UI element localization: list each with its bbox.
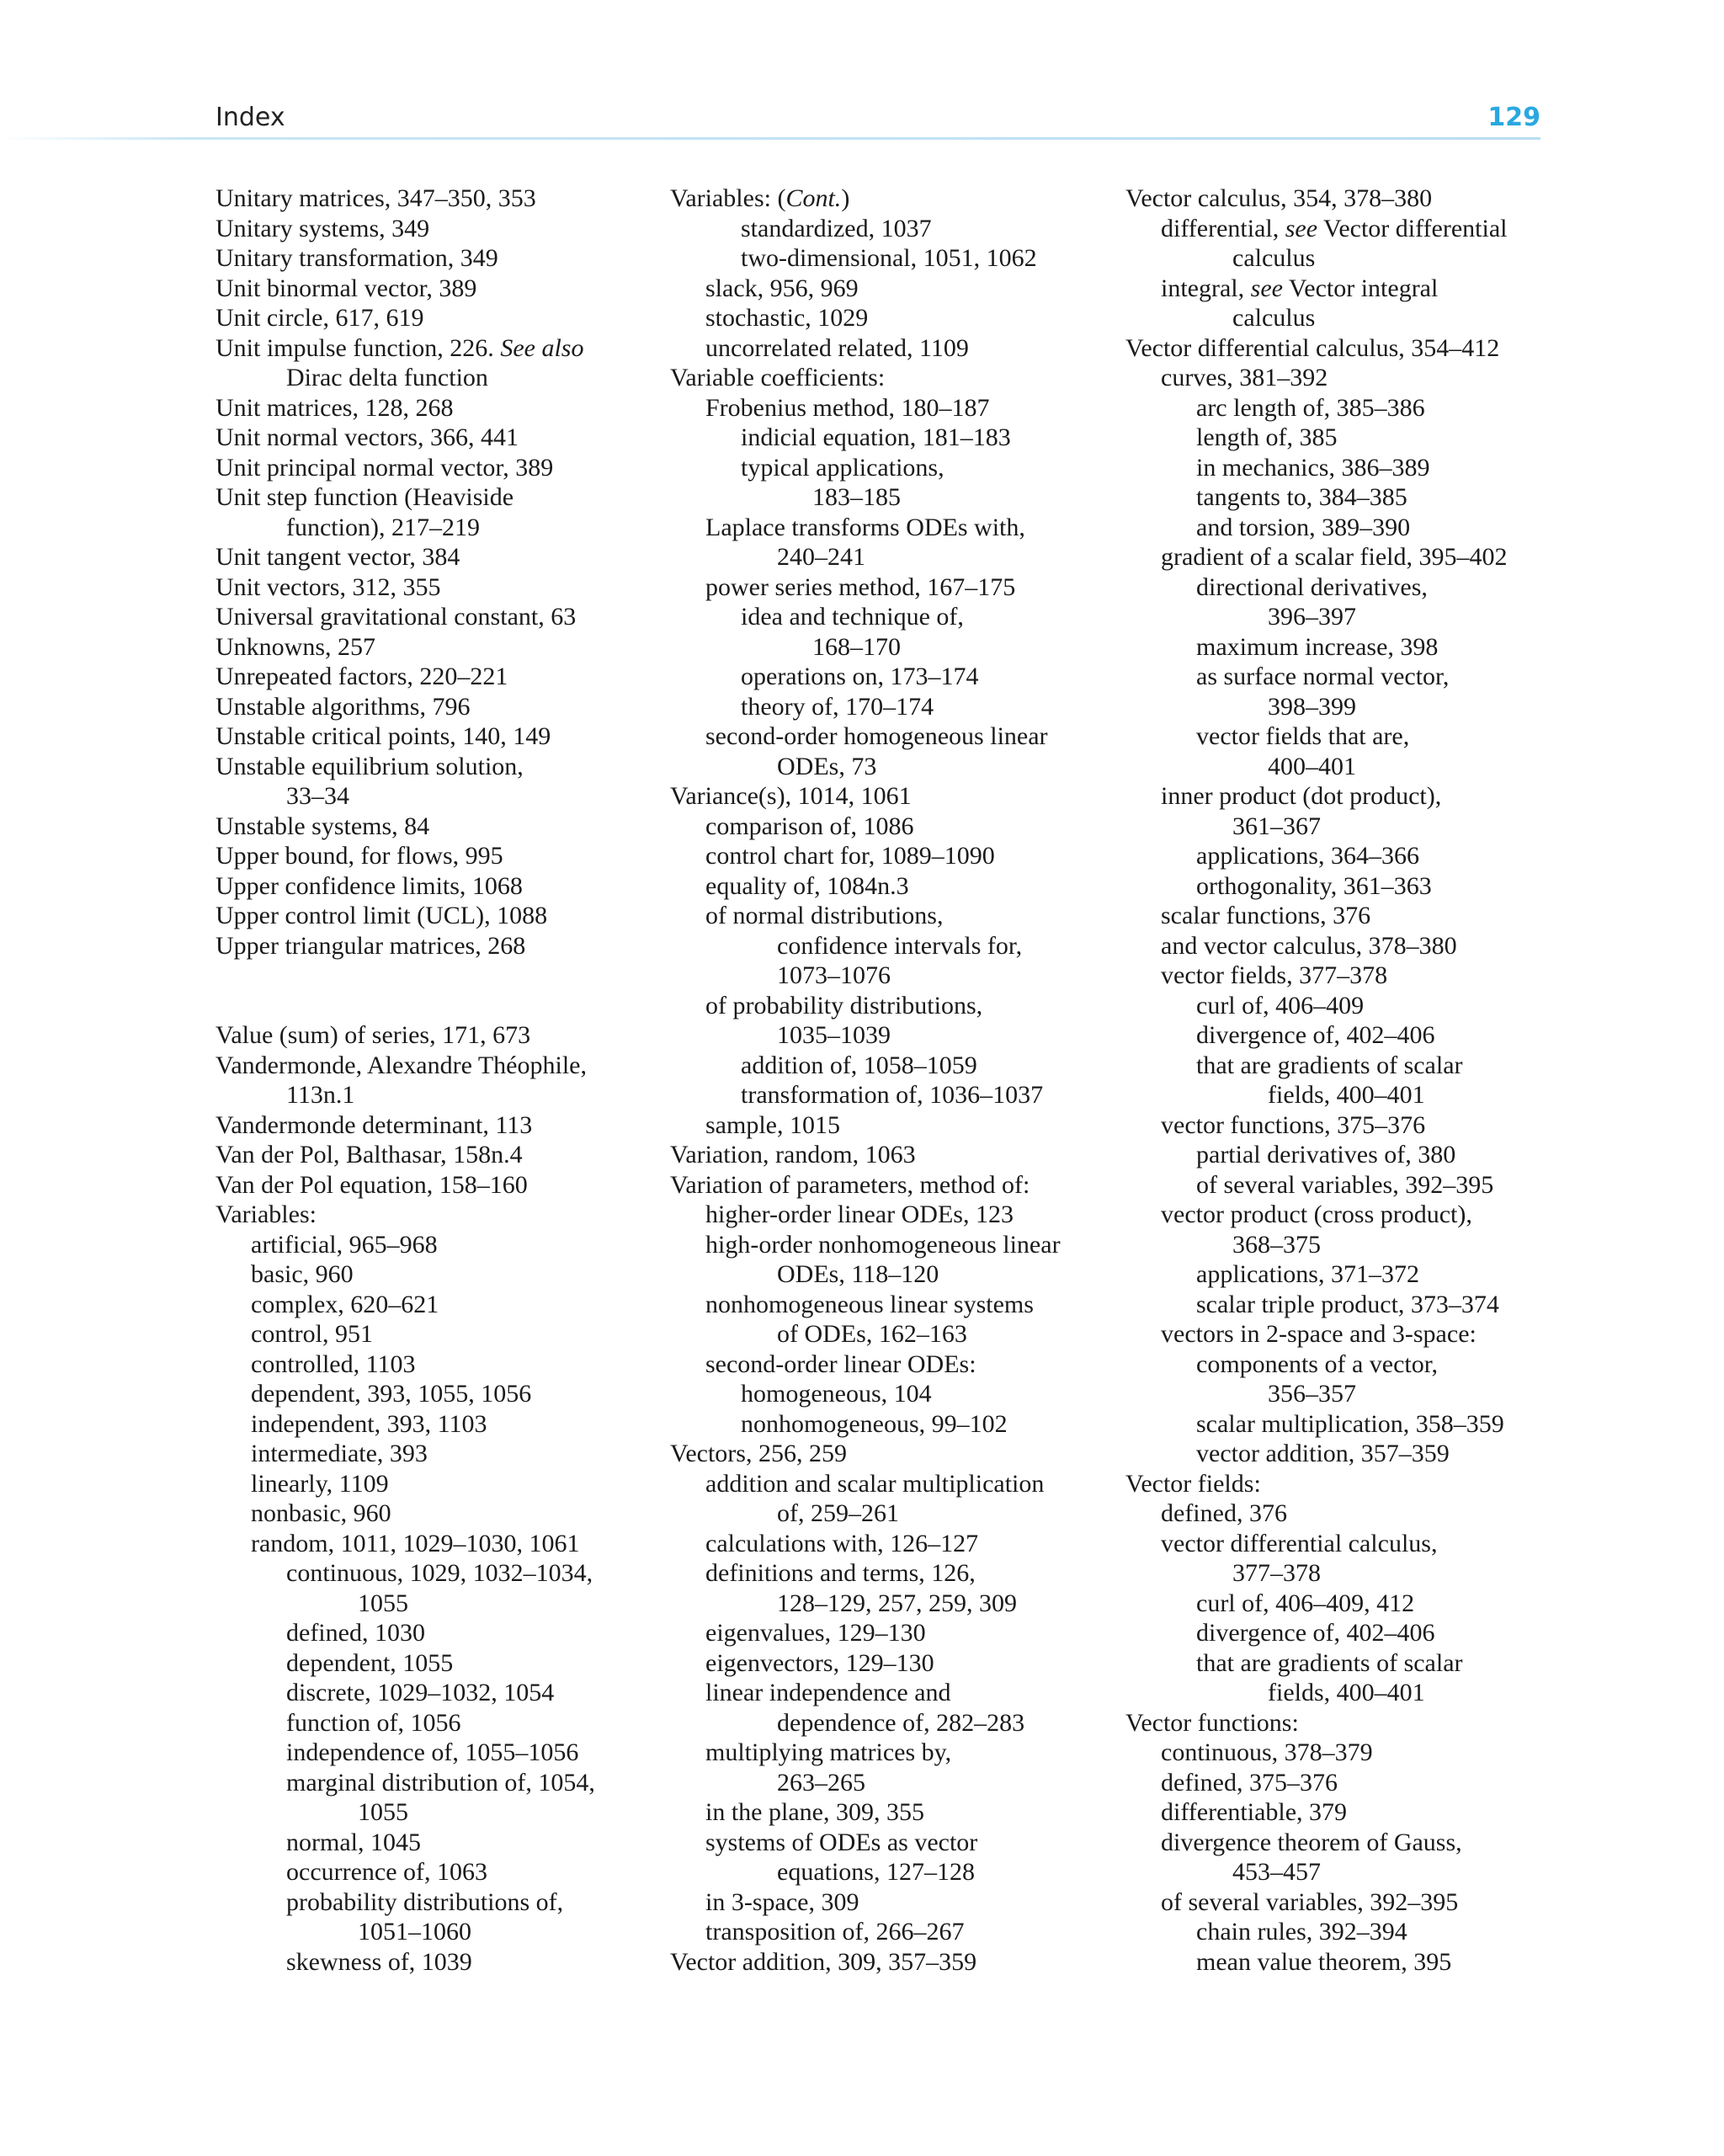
index-subentry: occurrence of, 1063	[286, 1858, 488, 1886]
index-subentry: typical applications,	[741, 453, 944, 482]
index-subentry: 368–375	[1232, 1230, 1321, 1259]
index-subentry: 183–185	[812, 483, 901, 511]
index-entry: Unstable systems, 84	[216, 812, 430, 840]
index-subentry: Frobenius method, 180–187	[705, 393, 990, 422]
index-subentry: length of, 385	[1196, 423, 1338, 451]
index-subentry: defined, 375–376	[1161, 1768, 1338, 1797]
index-subentry: of ODEs, 162–163	[777, 1320, 967, 1348]
index-subentry: independent, 393, 1103	[251, 1409, 487, 1438]
index-subentry: controlled, 1103	[251, 1349, 416, 1378]
index-subentry: continuous, 378–379	[1161, 1738, 1373, 1766]
blank-line	[216, 961, 653, 991]
index-entry: Unit tangent vector, 384	[216, 543, 460, 571]
entry-text: Vector integral	[1282, 274, 1439, 302]
index-column-1	[216, 184, 653, 1977]
index-subentry: that are gradients of scalar	[1196, 1051, 1463, 1079]
index-subentry: vectors in 2-space and 3-space:	[1161, 1320, 1477, 1348]
index-entry: Vector calculus, 354, 378–380	[1125, 184, 1433, 212]
index-entry: Universal gravitational constant, 63	[216, 603, 577, 631]
index-subentry: 361–367	[1232, 812, 1321, 840]
index-entry: Variation of parameters, method of:	[670, 1170, 1030, 1199]
index-entry: Unstable critical points, 140, 149	[216, 722, 551, 750]
index-subentry: 1055	[358, 1798, 408, 1826]
index-subentry: defined, 376	[1161, 1499, 1287, 1527]
index-entry: Unit vectors, 312, 355	[216, 572, 441, 601]
index-subentry: sample, 1015	[705, 1110, 840, 1139]
index-subentry: and torsion, 389–390	[1196, 513, 1411, 541]
index-subentry: second-order linear ODEs:	[705, 1349, 976, 1378]
index-subentry: continuous, 1029, 1032–1034,	[286, 1559, 593, 1587]
index-subentry: dependent, 393, 1055, 1056	[251, 1380, 532, 1408]
index-subentry: orthogonality, 361–363	[1196, 871, 1432, 900]
index-entry: Unitary matrices, 347–350, 353	[216, 184, 536, 212]
index-subentry: function of, 1056	[286, 1708, 461, 1737]
index-subentry: vector functions, 375–376	[1161, 1110, 1426, 1139]
index-subentry: linearly, 1109	[251, 1469, 389, 1498]
index-subentry: nonbasic, 960	[251, 1499, 391, 1527]
index-entry: Upper bound, for flows, 995	[216, 842, 503, 870]
index-subentry: in 3-space, 309	[705, 1887, 859, 1916]
index-entry: Unrepeated factors, 220–221	[216, 663, 508, 690]
index-subentry: discrete, 1029–1032, 1054	[286, 1679, 555, 1706]
entry-text: differential,	[1161, 214, 1285, 242]
index-subentry: of probability distributions,	[705, 991, 983, 1019]
index-subentry: vector fields, 377–378	[1161, 961, 1388, 989]
index-entry: Unstable algorithms, 796	[216, 692, 471, 721]
index-subentry: inner product (dot product),	[1161, 782, 1442, 810]
index-subentry: 33–34	[286, 782, 349, 810]
index-entry: Value (sum) of series, 171, 673	[216, 1021, 531, 1049]
page-header	[0, 0, 1724, 143]
index-subentry: basic, 960	[251, 1260, 354, 1288]
index-subentry: transposition of, 266–267	[705, 1918, 965, 1946]
index-subentry: applications, 371–372	[1196, 1260, 1419, 1288]
index-subentry: dependence of, 282–283	[777, 1708, 1025, 1737]
index-subentry: ODEs, 118–120	[777, 1260, 939, 1288]
index-entry: Unit principal normal vector, 389	[216, 453, 554, 482]
index-entry	[216, 333, 653, 364]
index-subentry	[1125, 214, 1563, 244]
index-entry	[670, 184, 1125, 214]
index-subentry: comparison of, 1086	[705, 812, 914, 840]
index-subentry: 400–401	[1268, 752, 1356, 780]
index-subentry: in mechanics, 386–389	[1196, 453, 1430, 482]
index-subentry: differentiable, 379	[1161, 1798, 1348, 1826]
blank-line	[216, 991, 653, 1021]
index-subentry: components of a vector,	[1196, 1349, 1439, 1378]
index-subentry: calculus	[1232, 244, 1316, 272]
running-head: Index	[216, 103, 285, 132]
index-subentry: 1055	[358, 1589, 408, 1617]
index-subentry: of several variables, 392–395	[1161, 1887, 1459, 1916]
index-subentry: 377–378	[1232, 1559, 1321, 1587]
index-entry: Unitary transformation, 349	[216, 244, 498, 272]
index-subentry: nonhomogeneous linear systems	[705, 1290, 1034, 1318]
index-entry: Upper control limit (UCL), 1088	[216, 902, 548, 929]
header-rule	[0, 137, 1540, 140]
index-subentry: partial derivatives of, 380	[1196, 1141, 1456, 1168]
index-entry: Variance(s), 1014, 1061	[670, 782, 912, 810]
index-entry: Unstable equilibrium solution,	[216, 752, 524, 780]
index-entry: Variables:	[216, 1200, 317, 1228]
italic-text: see	[1285, 214, 1318, 242]
index-subentry: addition and scalar multiplication	[705, 1469, 1045, 1498]
index-subentry: 128–129, 257, 259, 309	[777, 1589, 1017, 1617]
index-subentry: 398–399	[1268, 692, 1356, 721]
index-subentry: nonhomogeneous, 99–102	[741, 1409, 1008, 1438]
index-subentry: that are gradients of scalar	[1196, 1648, 1463, 1677]
index-entry: Unit binormal vector, 389	[216, 274, 477, 302]
entry-text: Variables: (	[670, 184, 786, 212]
index-subentry: arc length of, 385–386	[1196, 393, 1425, 422]
index-entry: Vector fields:	[1125, 1469, 1261, 1498]
index-subentry: of several variables, 392–395	[1196, 1170, 1494, 1199]
index-subentry: 356–357	[1268, 1380, 1356, 1408]
index-subentry: eigenvectors, 129–130	[705, 1648, 934, 1677]
italic-text: Cont.	[785, 184, 842, 212]
index-subentry: idea and technique of,	[741, 603, 964, 631]
index-subentry: transformation of, 1036–1037	[741, 1081, 1044, 1109]
index-subentry: of, 259–261	[777, 1499, 899, 1527]
index-subentry: control, 951	[251, 1320, 373, 1348]
entry-text: Unit impulse function, 226.	[216, 333, 501, 362]
index-entry: Variation, random, 1063	[670, 1141, 916, 1168]
index-subentry: 1035–1039	[777, 1021, 891, 1049]
index-column-2	[670, 184, 1125, 1977]
index-entry: Unit circle, 617, 619	[216, 304, 424, 332]
index-subentry: and vector calculus, 378–380	[1161, 931, 1457, 960]
index-subentry: definitions and terms, 126,	[705, 1559, 976, 1587]
index-subentry: applications, 364–366	[1196, 842, 1419, 870]
index-subentry: dependent, 1055	[286, 1648, 454, 1677]
index-entry: Variable coefficients:	[670, 364, 886, 391]
index-subentry: divergence of, 402–406	[1196, 1619, 1435, 1647]
index-subentry: multiplying matrices by,	[705, 1738, 952, 1766]
index-subentry: equations, 127–128	[777, 1858, 975, 1886]
index-subentry: power series method, 167–175	[705, 572, 1016, 601]
index-subentry: higher-order linear ODEs, 123	[705, 1200, 1014, 1228]
index-subentry: curves, 381–392	[1161, 364, 1328, 391]
index-subentry: of normal distributions,	[705, 902, 944, 929]
index-entry: Vector differential calculus, 354–412	[1125, 333, 1500, 362]
index-subentry: Laplace transforms ODEs with,	[705, 513, 1025, 541]
index-subentry: vector differential calculus,	[1161, 1529, 1438, 1557]
index-subentry: two-dimensional, 1051, 1062	[741, 244, 1037, 272]
index-subentry: linear independence and	[705, 1679, 951, 1706]
index-subentry: 113n.1	[286, 1081, 355, 1109]
index-entry: Upper triangular matrices, 268	[216, 931, 526, 960]
index-subentry: calculus	[1232, 304, 1316, 332]
index-subentry: equality of, 1084n.3	[705, 871, 909, 900]
index-entry: Unit matrices, 128, 268	[216, 393, 454, 422]
index-subentry: skewness of, 1039	[286, 1947, 472, 1976]
index-subentry: high-order nonhomogeneous linear	[705, 1230, 1061, 1259]
index-subentry: control chart for, 1089–1090	[705, 842, 995, 870]
index-subentry: confidence intervals for,	[777, 931, 1023, 960]
index-subentry: gradient of a scalar field, 395–402	[1161, 543, 1508, 571]
index-subentry: ODEs, 73	[777, 752, 877, 780]
italic-text: See also	[500, 333, 584, 362]
entry-text: integral,	[1161, 274, 1251, 302]
index-subentry: function), 217–219	[286, 513, 480, 541]
index-subentry: normal, 1045	[286, 1828, 421, 1856]
index-subentry: defined, 1030	[286, 1619, 425, 1647]
index-subentry: calculations with, 126–127	[705, 1529, 979, 1557]
index-subentry: scalar multiplication, 358–359	[1196, 1409, 1504, 1438]
index-subentry: homogeneous, 104	[741, 1380, 932, 1408]
entry-text: Vector differential	[1317, 214, 1508, 242]
index-subentry: independence of, 1055–1056	[286, 1738, 579, 1766]
index-subentry: stochastic, 1029	[705, 304, 869, 332]
index-subentry	[1125, 274, 1563, 304]
index-subentry: operations on, 173–174	[741, 663, 979, 690]
index-subentry: mean value theorem, 395	[1196, 1947, 1452, 1976]
index-subentry: maximum increase, 398	[1196, 632, 1439, 661]
index-subentry: eigenvalues, 129–130	[705, 1619, 926, 1647]
index-subentry: probability distributions of,	[286, 1887, 564, 1916]
index-subentry: vector fields that are,	[1196, 722, 1410, 750]
index-entry: Van der Pol, Balthasar, 158n.4	[216, 1141, 523, 1168]
index-subentry: chain rules, 392–394	[1196, 1918, 1407, 1946]
index-entry: Unit normal vectors, 366, 441	[216, 423, 519, 451]
index-subentry: 263–265	[777, 1768, 865, 1797]
index-subentry: intermediate, 393	[251, 1440, 428, 1467]
index-entry: Unit step function (Heaviside	[216, 483, 514, 511]
index-subentry: scalar functions, 376	[1161, 902, 1371, 929]
index-subentry: 240–241	[777, 543, 865, 571]
index-entry: Vector functions:	[1125, 1708, 1299, 1737]
index-subentry: tangents to, 384–385	[1196, 483, 1407, 511]
index-subentry: 396–397	[1268, 603, 1356, 631]
index-subentry: 453–457	[1232, 1858, 1321, 1886]
index-subentry: in the plane, 309, 355	[705, 1798, 924, 1826]
index-subentry: directional derivatives,	[1196, 572, 1428, 601]
italic-text: see	[1250, 274, 1283, 302]
index-subentry: scalar triple product, 373–374	[1196, 1290, 1499, 1318]
index-entry: Vandermonde determinant, 113	[216, 1110, 533, 1139]
entry-text: )	[841, 184, 850, 212]
index-entry: Vectors, 256, 259	[670, 1440, 847, 1467]
index-subentry: fields, 400–401	[1268, 1679, 1425, 1706]
index-subentry: vector product (cross product),	[1161, 1200, 1472, 1228]
index-subentry: second-order homogeneous linear	[705, 722, 1048, 750]
index-entry: Unitary systems, 349	[216, 214, 430, 242]
index-subentry: 1051–1060	[358, 1918, 471, 1946]
index-subentry: curl of, 406–409, 412	[1196, 1589, 1415, 1617]
index-subentry: divergence theorem of Gauss,	[1161, 1828, 1462, 1856]
index-column-3	[1125, 184, 1563, 1977]
index-subentry: 1073–1076	[777, 961, 891, 989]
index-entry: Vandermonde, Alexandre Théophile,	[216, 1051, 587, 1079]
index-entry: Van der Pol equation, 158–160	[216, 1170, 528, 1199]
index-subentry: Dirac delta function	[286, 364, 488, 391]
index-subentry: uncorrelated related, 1109	[705, 333, 969, 362]
index-subentry: complex, 620–621	[251, 1290, 439, 1318]
index-subentry: addition of, 1058–1059	[741, 1051, 977, 1079]
index-subentry: random, 1011, 1029–1030, 1061	[251, 1529, 580, 1557]
index-entry: Vector addition, 309, 357–359	[670, 1947, 977, 1976]
index-subentry: indicial equation, 181–183	[741, 423, 1011, 451]
index-subentry: slack, 956, 969	[705, 274, 859, 302]
index-subentry: systems of ODEs as vector	[705, 1828, 978, 1856]
index-subentry: curl of, 406–409	[1196, 991, 1365, 1019]
index-subentry: standardized, 1037	[741, 214, 932, 242]
index-subentry: vector addition, 357–359	[1196, 1440, 1450, 1467]
index-subentry: divergence of, 402–406	[1196, 1021, 1435, 1049]
page-number: 129	[1487, 103, 1540, 132]
index-subentry: marginal distribution of, 1054,	[286, 1768, 595, 1797]
index-subentry: as surface normal vector,	[1196, 663, 1450, 690]
index-subentry: 168–170	[812, 632, 901, 661]
index-entry: Upper confidence limits, 1068	[216, 871, 523, 900]
index-entry: Unknowns, 257	[216, 632, 376, 661]
index-subentry: artificial, 965–968	[251, 1230, 438, 1259]
index-subentry: theory of, 170–174	[741, 692, 934, 721]
index-subentry: fields, 400–401	[1268, 1081, 1425, 1109]
